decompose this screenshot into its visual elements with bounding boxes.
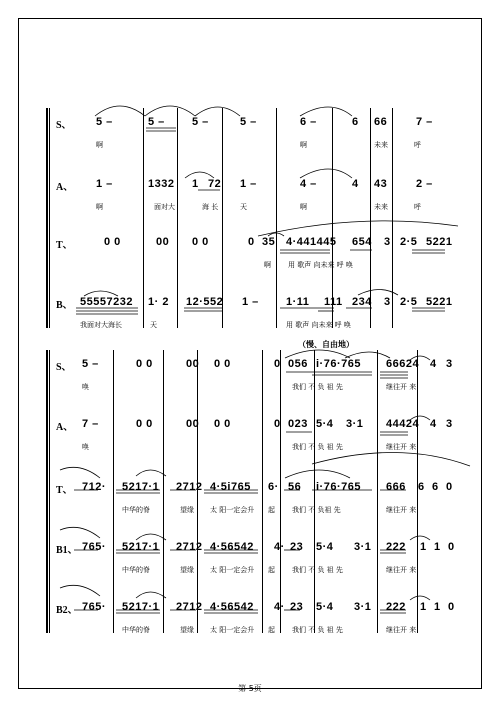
lyric-text: 啊 <box>96 141 103 149</box>
lyric-text: 啊 <box>264 261 271 269</box>
slur-mark <box>60 467 100 478</box>
lyric-text: 继往开 来 <box>386 506 417 514</box>
note-group: 4 <box>352 178 359 190</box>
note-group: 5 – <box>82 358 99 370</box>
note-group: 1 <box>420 601 427 613</box>
note-group: 654 <box>352 236 372 248</box>
note-group: 5·4 <box>316 601 334 613</box>
note-group: 1332 <box>148 178 175 190</box>
slur-mark <box>195 107 240 116</box>
note-group: 0 0 <box>136 418 153 430</box>
voice-label: A、 <box>56 422 74 433</box>
note-group: 55557232 <box>80 296 133 308</box>
lyric-text: 中华的脊 <box>122 506 150 514</box>
note-group: 0 0 <box>104 236 121 248</box>
note-group: 5217·1 <box>122 541 160 553</box>
slur-mark <box>95 106 145 116</box>
note-group: 3·1 <box>346 418 364 430</box>
note-group: 5221 <box>426 296 453 308</box>
note-group: 1 <box>420 541 427 553</box>
slur-mark <box>285 470 350 478</box>
slur-mark <box>136 534 166 540</box>
note-group: 1· 2 <box>148 296 169 308</box>
lyric-text: 太 阳一定会升 <box>210 626 255 634</box>
note-group: 4·56542 <box>210 541 254 553</box>
slur-mark <box>312 452 470 466</box>
note-group: 44424 <box>386 418 420 430</box>
note-group: 4· <box>274 541 285 553</box>
lyric-text: 继往开 来 <box>386 443 417 451</box>
note-group: 23 <box>290 541 304 553</box>
voice-label: B、 <box>56 300 73 311</box>
note-group: 6· <box>268 481 279 493</box>
note-group: 0 <box>446 481 453 493</box>
slur-mark <box>410 536 430 540</box>
note-group: 1 <box>434 601 441 613</box>
note-group: 6 <box>432 481 439 493</box>
slur-mark <box>285 350 350 358</box>
lyric-text: 太 阳一定会升 <box>210 566 255 574</box>
note-group: 2712 <box>176 601 203 613</box>
note-group: 4 <box>430 418 437 430</box>
note-group: 1 – <box>240 178 257 190</box>
note-group: 5221 <box>426 236 453 248</box>
note-group: 1 <box>434 541 441 553</box>
lyric-text: 我们 不 负 祖 先 <box>292 443 343 451</box>
note-group: 2 – <box>416 178 433 190</box>
note-group: 00 <box>186 418 200 430</box>
note-group: 0 0 <box>214 358 231 370</box>
note-group: 1 <box>192 178 199 190</box>
lyric-text: 唤 <box>82 383 89 391</box>
note-group: 2712 <box>176 481 203 493</box>
lyric-text: 起 <box>268 626 275 634</box>
lyric-text: 继往开 来 <box>386 383 417 391</box>
note-group: 1·11 <box>286 296 310 308</box>
note-group: 3·1 <box>354 601 372 613</box>
note-group: 7 – <box>416 116 433 128</box>
note-group: 6 <box>352 116 359 128</box>
note-group: 4·441445 <box>286 236 337 248</box>
note-group: 0 0 <box>192 236 209 248</box>
note-group: 2712 <box>176 541 203 553</box>
lyric-text: 望缘 <box>180 626 194 634</box>
voice-label: T、 <box>56 240 73 251</box>
note-group: 3·1 <box>354 541 372 553</box>
note-group: 3 <box>446 418 453 430</box>
lyric-text: 天 <box>150 321 157 329</box>
voice-label: S、 <box>56 362 72 373</box>
note-group: 111 <box>324 296 343 308</box>
lyric-text: 用 歌声 向未来 呼 唤 <box>288 261 353 269</box>
note-group: 5 – <box>192 116 209 128</box>
note-group: 222 <box>386 601 406 613</box>
note-group: 5 – <box>240 116 257 128</box>
page-number: 第 5页 <box>238 684 262 693</box>
note-group: 00 <box>186 358 200 370</box>
slur-mark <box>185 172 214 178</box>
slur-mark <box>300 169 352 178</box>
voice-label: B2、 <box>56 605 78 616</box>
slur-mark <box>136 470 166 476</box>
note-group: 0 <box>448 601 455 613</box>
lyric-text: 面对大 <box>154 203 175 211</box>
note-group: 222 <box>386 541 406 553</box>
lyric-text: 用 歌声 向未来 呼 唤 <box>286 321 351 329</box>
note-group: 12·552 <box>186 296 224 308</box>
note-group: 0 <box>448 541 455 553</box>
note-group: 35 <box>262 236 276 248</box>
note-group: 1 – <box>242 296 259 308</box>
slur-mark <box>145 106 195 116</box>
note-group: 43 <box>374 178 388 190</box>
note-group: 3 <box>384 296 391 308</box>
lyric-text: 我们 不 负祖 先 <box>292 506 341 514</box>
lyric-text: 望缘 <box>180 506 194 514</box>
note-group: 2·5 <box>400 236 418 248</box>
note-group: 5217·1 <box>122 601 160 613</box>
note-group: 4 <box>430 358 437 370</box>
note-group: 4·5i765 <box>210 481 251 493</box>
lyric-text: 啊 <box>96 203 103 211</box>
note-group: 0 <box>274 418 281 430</box>
note-group: 66 <box>374 116 388 128</box>
note-group: 712· <box>82 481 107 493</box>
note-group: 3 <box>446 358 453 370</box>
slur-mark <box>258 221 458 236</box>
note-group: 00 <box>156 236 170 248</box>
slur-mark <box>60 527 100 538</box>
lyric-text: 我面对大海长 <box>80 321 122 329</box>
tempo-marking: （慢、自由地） <box>298 340 354 349</box>
note-group: 4 – <box>300 178 317 190</box>
note-group: 0 <box>248 236 255 248</box>
note-group: 72 <box>208 178 222 190</box>
note-group: 666 <box>386 481 406 493</box>
note-group: 5 – <box>96 116 113 128</box>
note-group: 765· <box>82 601 107 613</box>
lyric-text: 未来 <box>374 141 388 149</box>
note-group: 2·5 <box>400 296 418 308</box>
lyric-text: 啊 <box>300 203 307 211</box>
lyric-text: 中华的脊 <box>122 566 150 574</box>
note-group: 6 <box>418 481 425 493</box>
slur-mark <box>84 291 118 296</box>
slur-mark <box>60 585 100 596</box>
lyric-text: 望缘 <box>180 566 194 574</box>
note-group: 66624 <box>386 358 420 370</box>
lyric-text: 太 阳一定会升 <box>210 506 255 514</box>
lyric-text: 海 长 <box>202 203 219 211</box>
lyric-text: 天 <box>240 203 247 211</box>
note-group: 5 – <box>148 116 165 128</box>
lyric-text: 未来 <box>374 203 388 211</box>
lyric-text: 呼 <box>414 203 421 211</box>
note-group: 6 – <box>300 116 317 128</box>
slur-mark <box>410 356 430 360</box>
note-group: i·76·765 <box>316 358 361 370</box>
lyric-text: 我们 不 负 祖 先 <box>292 383 343 391</box>
lyric-text: 起 <box>268 566 275 574</box>
lyric-text: 继往开 来 <box>386 566 417 574</box>
lyric-text: 中华的脊 <box>122 626 150 634</box>
note-group: 56 <box>288 481 302 493</box>
voice-label: S、 <box>56 120 72 131</box>
lyric-text: 起 <box>268 506 275 514</box>
note-group: 0 <box>274 358 281 370</box>
voice-label: T、 <box>56 485 73 496</box>
lyric-text: 继往开 来 <box>386 626 417 634</box>
note-group: 5217·1 <box>122 481 160 493</box>
slur-mark <box>345 352 390 358</box>
voice-label: A、 <box>56 182 74 193</box>
note-group: 056 <box>288 358 308 370</box>
slur-mark <box>300 107 352 116</box>
note-group: 5·4 <box>316 418 334 430</box>
note-group: 7 – <box>82 418 99 430</box>
lyric-text: 唤 <box>82 443 89 451</box>
note-group: 0 0 <box>214 418 231 430</box>
lyric-text: 呼 <box>414 141 421 149</box>
slur-mark <box>410 596 430 600</box>
note-group: 0 0 <box>136 358 153 370</box>
slur-mark <box>136 592 166 598</box>
note-group: 234 <box>352 296 372 308</box>
note-group: 023 <box>288 418 308 430</box>
lyric-text: 我们 不 负 祖 先 <box>292 626 343 634</box>
note-group: i·76·765 <box>316 481 361 493</box>
slur-mark <box>358 290 398 296</box>
lyric-text: 我们 不 负 祖 先 <box>292 566 343 574</box>
note-group: 4·56542 <box>210 601 254 613</box>
note-group: 765· <box>82 541 107 553</box>
note-group: 3 <box>384 236 391 248</box>
note-group: 1 – <box>96 178 113 190</box>
lyric-text: 啊 <box>300 141 307 149</box>
note-group: 5·4 <box>316 541 334 553</box>
voice-label: B1、 <box>56 545 78 556</box>
slur-mark <box>410 416 430 420</box>
note-group: 23 <box>290 601 304 613</box>
note-group: 4· <box>274 601 285 613</box>
